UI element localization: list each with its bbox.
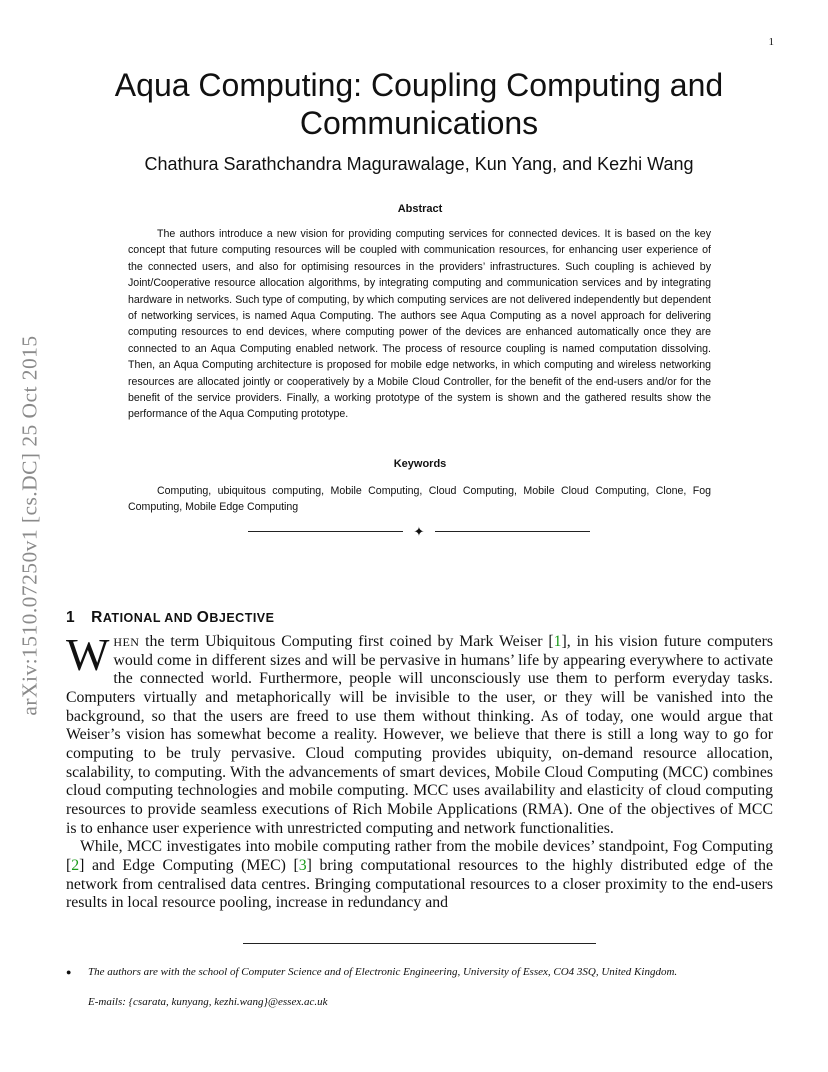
citation-link-1[interactable]: 1 <box>553 633 562 650</box>
title-line-1: Aqua Computing: Coupling Computing and <box>114 67 724 103</box>
section-title-rest-2: BJECTIVE <box>209 611 275 625</box>
paper-title <box>96 66 742 142</box>
paragraph-2-text-b: ] and Edge Computing (MEC) [ <box>79 856 299 874</box>
lead-smallcaps: HEN <box>113 635 140 649</box>
bullet-icon: ● <box>66 967 72 977</box>
section-body <box>66 629 773 913</box>
divider-rule-right <box>435 531 590 532</box>
drop-cap: W <box>66 629 110 680</box>
page-number: 1 <box>768 36 774 48</box>
section-number: 1 <box>66 609 76 626</box>
section-divider <box>248 524 590 540</box>
footnote-affiliation <box>66 957 773 987</box>
paragraph-2-text-c: ] bring computational resources to the highly distributed edge of the network from centralised data centres. Bringing computational resources to a closer proximity to the end-users results in local resource pooling, increase in redundancy and <box>66 856 773 912</box>
footnote-emails: E-mails: {csarata, kunyang, kezhi.wang}@essex.ac.uk <box>88 996 328 1008</box>
divider-rule-left <box>248 531 403 532</box>
title-line-2: Communications <box>299 105 539 141</box>
paragraph-1-text-a: the term Ubiquitous Computing first coined by Mark Weiser [ <box>139 633 554 650</box>
paragraph-2 <box>66 838 773 913</box>
abstract-text: The authors introduce a new vision for providing computing services for connected devices. It is based on the key concept that future computing resources will be coupled with communication resources, for enhancing user experience of the connected users, and also for optimising resources in the providers’ infrastructures. Such coupling is achieved by Joint/Cooperative resource allocation algorithms, by integrating computing and communication services and by integrating hardware in networks. Such type of computing, by which computing services are not delivered independently but dependent of networking services, is named Aqua Computing. The authors see Aqua Computing as a novel approach for delivering computing resources to end devices, where computing power of the devices are enhanced automatically once they are connected to an Aqua Computing enabled network. The process of resource coupling is named computation dissolving. Then, an Aqua Computing architecture is proposed for mobile edge networks, in which computing and wireless networking resources are allocated jointly or cooperatively by a Mobile Cloud Controller, for the benefit of the end-users and/or for the benefit of the service providers. Finally, a working prototype of the system is shown and the gathered results show the performance of the Aqua Computing prototype. <box>128 228 711 421</box>
section-title-initial-2: O <box>196 609 210 626</box>
footnote-rule <box>243 943 596 944</box>
citation-link-2[interactable]: 2 <box>71 856 80 874</box>
keywords-heading: Keywords <box>393 458 447 470</box>
arxiv-identifier: arXiv:1510.07250v1 [cs.DC] 25 Oct 2015 <box>18 334 43 716</box>
section-heading <box>66 609 275 627</box>
affiliation-text: The authors are with the school of Computer Science and of Electronic Engineering, University of Essex, CO4 3SQ, United Kingdom. <box>88 966 678 978</box>
keywords-text: Computing, ubiquitous computing, Mobile Computing, Cloud Computing, Mobile Cloud Computing, Clone, Fog Computing, Mobile Edge Computing <box>128 485 711 514</box>
paragraph-1 <box>66 629 773 838</box>
paragraph-2-text-a: While, MCC investigates into mobile computing rather from the mobile devices’ standpoint, Fog Computing [ <box>66 838 773 874</box>
diamond-ornament-icon: ✦ <box>413 524 425 539</box>
paragraph-1-text-b: ], in his vision future computers would come in different sizes and will be pervasive in humans’ life by appearing everywhere to activate the connected world. Furthermore, people will unconsciously use them to perform everyday tasks. Computers virtually and metaphorically will be invisible to the user, or they will be vanished into the background, so that the users are freed to use them without thinking. As of today, one would argue that Weiser’s vision has somewhat become a reality. However, we believe that there is still a long way to go for computing to be truly pervasive. Cloud computing provides ubiquity, on-demand resource allocation, scalability, to computing. With the advancements of smart devices, Mobile Cloud Computing (MCC) combines cloud computing technologies and mobile computing. MCC uses availability and elasticity of cloud computing resources to provide seamless executions of Rich Mobile Applications (RMA). One of the objectives of MCC is to enhance user experience with unrestricted computing and network functionalities. <box>66 633 773 837</box>
arxiv-stamp <box>8 290 53 760</box>
citation-link-3[interactable]: 3 <box>298 856 307 874</box>
abstract-heading: Abstract <box>397 203 443 215</box>
section-title-initial-1: R <box>91 609 103 626</box>
author-list: Chathura Sarathchandra Magurawalage, Kun Yang, and Kezhi Wang <box>144 154 694 174</box>
footnote <box>66 957 773 1017</box>
section-title-rest-1: ATIONAL AND <box>102 611 197 625</box>
